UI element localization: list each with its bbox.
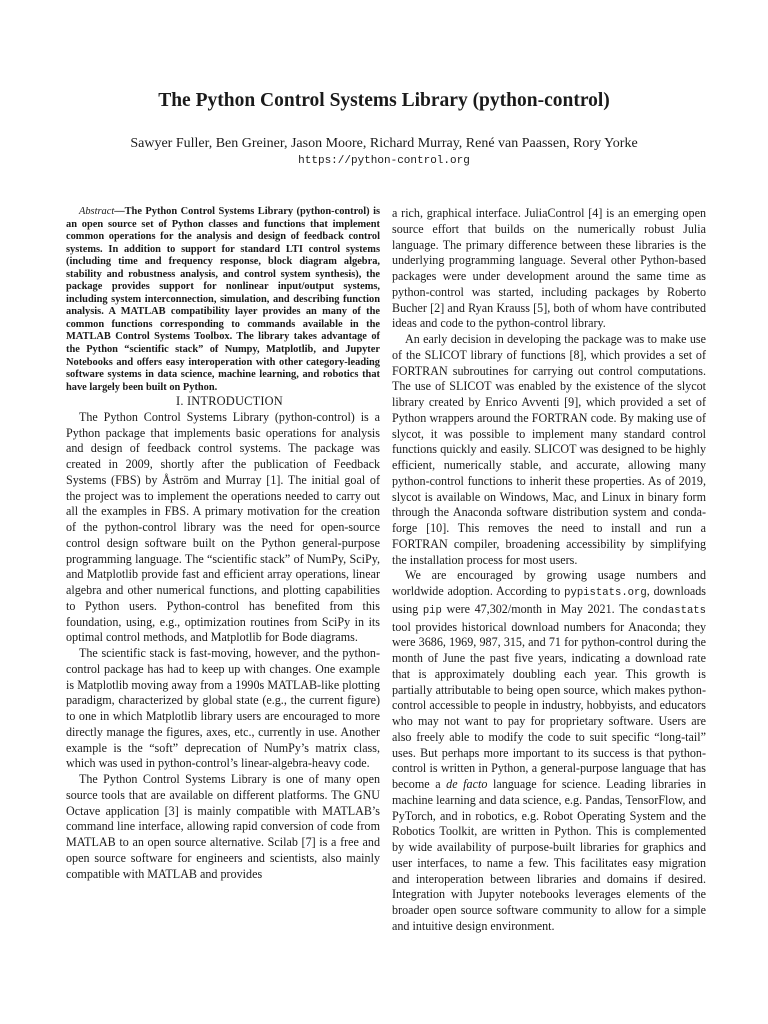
abstract-dash: — [114, 206, 125, 217]
abstract [66, 206, 380, 394]
text-run: were 47,302/month in May 2021. The [441, 601, 643, 616]
inline-code-condastats: condastats [642, 604, 707, 617]
inline-code-pypistats: pypistats.org [564, 587, 647, 599]
intro-paragraph-1: The Python Control Systems Library (python-control) is a Python package that implements basic operations for analysis and design of feedback control systems. The package was created in 2009, shortly after the publication of Feedback Systems (FBS) by Åström and Murray [1]. The initial goal of the project was to implement the operations needed to carry out all the examples in FBS. A primary motivation for the creation of the python-control library was the need for open-source control design software built on the Python general-purpose programming language. The “scientific stack” of NumPy, SciPy, and Matplotlib provide fast and efficient array operations, linear algebra and other numerical functions, and plotting capabilities to Python users. Python-control has benefited from this foundation, using, e.g., optimization routines from SciPy in its optimal control methods, and Matplotlib for Bode diagrams. [66, 409, 380, 645]
abstract-text: The Python Control Systems Library (python-control) is an open source set of Python classes and functions that implement common operations for the analysis and design of feedback control systems. In addition to support for standard LTI control systems (including time and frequency response, block diagram algebra, stability and robustness analysis, and control system synthesis), the package provides support for nonlinear input/output systems, including system interconnection, simulation, and describing function analysis. A MATLAB compatibility layer provides an many of the common functions corresponding to commands available in the MATLAB Control Systems Toolbox. The library takes advantage of the Python “scientific stack” of Numpy, Matplotlib, and Jupyter Notebooks and offers easy interoperation with other category-leading software systems in data science, machine learning, and robotics that have largely been built on Python. [66, 206, 380, 393]
project-url: https://python-control.org [298, 155, 470, 167]
abstract-label: Abstract [79, 206, 115, 217]
text-run: , downloads using [392, 584, 707, 616]
section-heading-introduction: I. INTRODUCTION [176, 394, 283, 409]
intro-paragraph-3-continued: a rich, graphical interface. JuliaControl [4] is an emerging open source effort that builds on the numerically robust Julia language. The primary difference between these libraries is the underlying programming language. Several other Python-based packages were under development around the same time as python-control was started, including packages by Roberto Bucher [2] and Ryan Krauss [5], both of whom have contributed ideas and code to the python-control library. [392, 206, 706, 331]
left-column [66, 206, 380, 882]
inline-code-pip: pip [422, 604, 442, 617]
intro-paragraph-2: The scientific stack is fast-moving, however, and the python-control package has had to keep up with changes. One example is Matplotlib moving away from a 1990s MATLAB-like plotting paradigm, characterized by global state (e.g., the current figure) to one in which Matplotlib library users are encouraged to more directly manage the figures, axes, etc., currently in use. Another example is the “soft” deprecation of NumPy’s matrix class, which was used in python-control’s linear-algebra-heavy code. [66, 646, 380, 771]
italic-de-facto: de facto [446, 777, 488, 791]
intro-paragraph-3: The Python Control Systems Library is one of many open source tools that are available on different platforms. The GNU Octave application [3] is mainly compatible with MATLAB’s command line interface, allowing rapid conversion of code from MATLAB to an open source alternative. Scilab [7] is a free and open source software for engineers and scientists, also mainly compatible with MATLAB and provides [66, 772, 380, 881]
right-column [392, 206, 706, 935]
author-list: Sawyer Fuller, Ben Greiner, Jason Moore, Richard Murray, René van Paassen, Rory Yorke [130, 136, 638, 151]
intro-paragraph-4: An early decision in developing the package was to make use of the SLICOT library of functions [8], which provides a set of FORTRAN subroutines for carrying out control computations. The use of SLICOT was enabled by the existence of the slycot library created by Enrico Avventi [9], which provided a set of Python wrappers around the FORTRAN code. By making use of slycot, it was possible to implement many standard control functions quickly and easily. SLICOT was designed to be highly efficient, numerically stable, and accurate, allowing many python-control functions to inherit these properties. As of 2019, slycot is available on Windows, Mac, and Linux in binary form through the Anaconda software distribution system and conda-forge [10]. This removes the need to install and run a FORTRAN compiler, broadening accessibility by simplifying the installation process for most users. [392, 332, 706, 567]
text-run: language for science. Leading libraries in machine learning and data science, e.g. Pandas, TensorFlow, and PyTorch, and in robotics, e.g. Robot Operating System and the Robotics Toolkit, are written in Python. This is complemented by wide availability of purpose-built libraries for graphics and user interfaces, to name a few. This facilitates easy migration and interoperation between libraries and domains if desired. Integration with Jupyter notebooks leverages elements of the broader open source software community to allow for a simple and intuitive design environment. [392, 777, 706, 933]
paper-title: The Python Control Systems Library (python-control) [158, 90, 610, 111]
text-run: We are encouraged by growing usage numbers and worldwide adoption. According to [392, 568, 706, 598]
text-run: tool provides historical download numbers for Anaconda; they were 3686, 1969, 987, 315, and 71 for python-control during the month of June the past five years, indicating a download rate that is approximately doubling each year. This growth is partially attributable to being open source, which makes python-control accessible to people in industry, hobbyists, and educators who may not want to pay for proprietary software. Users are also freely able to modify the code to suit specific “long-tail” uses. But perhaps more important to its success is that python-control is written in Python, a general-purpose language that has become a [392, 619, 706, 791]
intro-paragraph-5 [392, 568, 706, 934]
